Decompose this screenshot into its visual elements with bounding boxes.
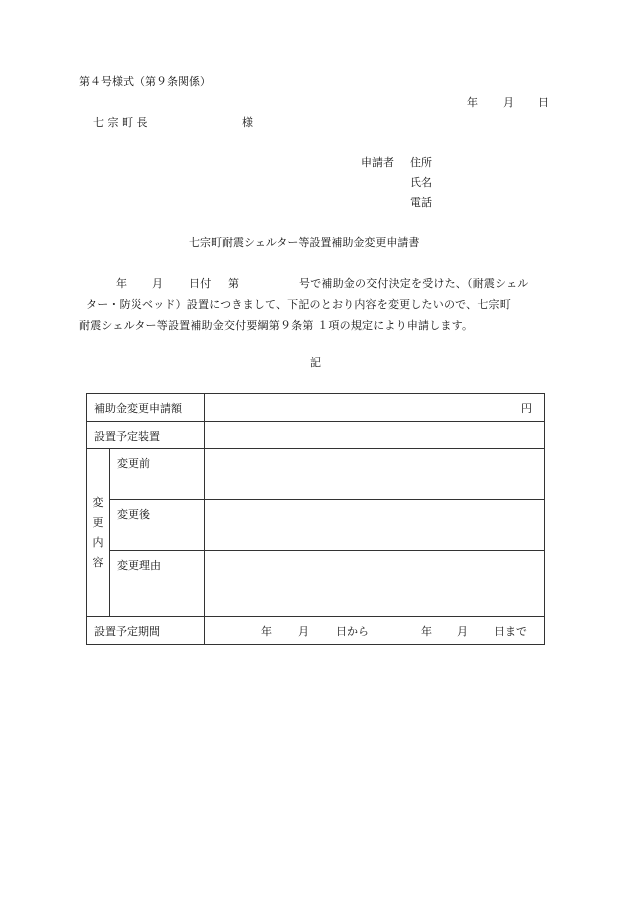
applicant-name-label: 氏名 (410, 176, 432, 189)
application-table (86, 393, 545, 645)
body-no: 第 (228, 277, 240, 290)
period-to-month: 月 (457, 625, 468, 638)
applicant-phone-label: 電話 (410, 196, 432, 209)
change-char-1: 変 (92, 495, 104, 509)
document-title: 七宗町耐震シェルター等設置補助金変更申請書 (189, 236, 420, 249)
reason-field[interactable] (205, 551, 545, 617)
after-field[interactable] (205, 500, 545, 551)
before-label: 変更前 (110, 449, 205, 500)
device-label: 設置予定装置 (87, 422, 205, 449)
form-number: 第４号様式（第９条関係） (79, 75, 211, 88)
change-char-4: 容 (92, 555, 104, 569)
body-line1-rest: 号で補助金の交付決定を受けた、（耐震シェル (299, 277, 529, 290)
ki-heading: 記 (310, 356, 321, 369)
period-label: 設置予定期間 (87, 617, 205, 645)
reason-label: 変更理由 (110, 551, 205, 617)
date-day: 日 (538, 96, 549, 109)
date-month: 月 (503, 96, 514, 109)
addressee-name: 七 宗 町 長 (93, 116, 148, 129)
period-from-day: 日から (336, 625, 369, 638)
period-from-month: 月 (298, 625, 309, 638)
addressee-honorific: 様 (242, 116, 253, 129)
amount-field[interactable] (205, 394, 545, 422)
after-row (87, 500, 545, 551)
change-group-label (87, 449, 110, 617)
body-line2: ター・防災ベッド）設置につきまして、下記のとおり内容を変更したいので、七宗町 (86, 298, 511, 311)
period-to-day: 日まで (494, 625, 527, 638)
change-char-2: 更 (92, 515, 104, 529)
before-row (87, 449, 545, 500)
amount-label: 補助金変更申請額 (87, 394, 205, 422)
applicant-address-label: 住所 (410, 156, 432, 169)
period-to-year: 年 (421, 625, 432, 638)
body-month: 月 (152, 277, 164, 290)
period-row (87, 617, 545, 645)
amount-row (87, 394, 545, 422)
device-field[interactable] (205, 422, 545, 449)
change-char-3: 内 (92, 535, 104, 549)
period-field[interactable] (205, 617, 545, 645)
applicant-label: 申請者 (361, 156, 394, 169)
device-row (87, 422, 545, 449)
after-label: 変更後 (110, 500, 205, 551)
amount-unit: 円 (521, 402, 532, 415)
period-from-year: 年 (261, 625, 272, 638)
body-year: 年 (116, 277, 128, 290)
body-day: 日付 (189, 277, 212, 290)
date-year: 年 (467, 96, 478, 109)
before-field[interactable] (205, 449, 545, 500)
reason-row (87, 551, 545, 617)
body-line3: 耐震シェルター等設置補助金交付要綱第９条第 １項の規定により申請します。 (79, 319, 474, 332)
